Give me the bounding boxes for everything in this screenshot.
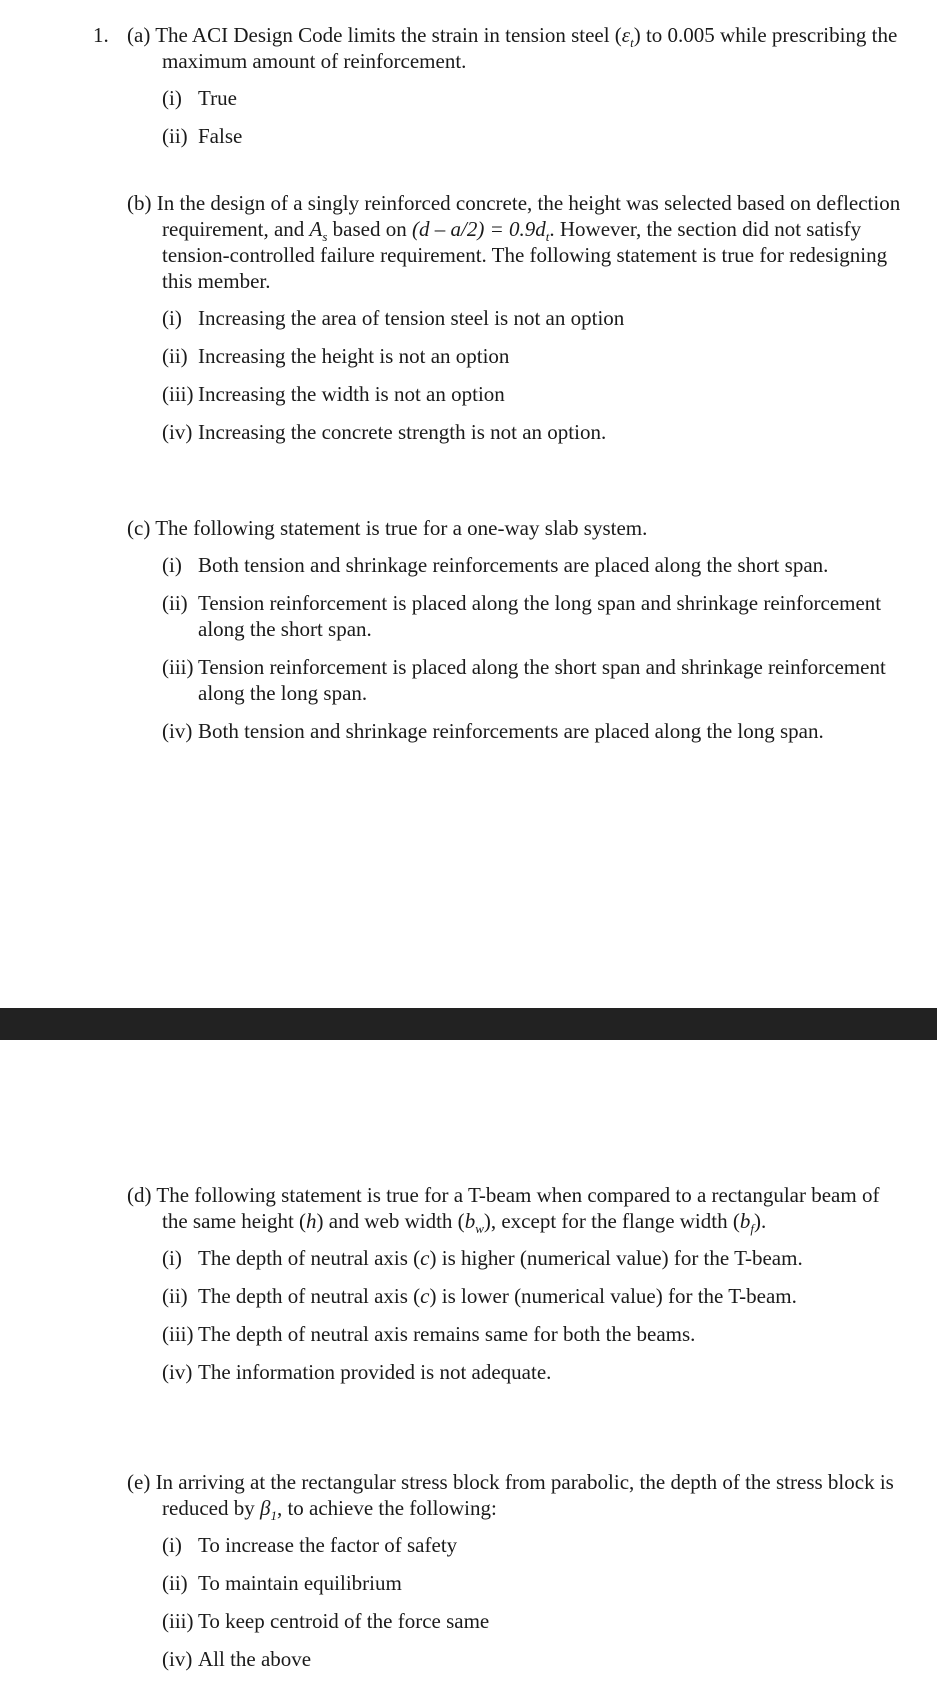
option-text: The depth of neutral axis remains same for both the beams. [198,1322,696,1346]
option-label: (iii) [162,655,194,679]
part-a-stem-text-1: The ACI Design Code limits the strain in tension steel ( [155,23,622,47]
option-label: (iv) [162,1360,193,1384]
option[interactable] [162,419,918,445]
part-d-label: (d) [127,1183,152,1207]
part-a-label: (a) [127,23,151,47]
option[interactable] [162,305,918,331]
option[interactable] [162,1359,918,1385]
option-text: The depth of neutral axis ( [198,1246,421,1270]
epsilon-subscript: t [630,35,634,51]
option-text: To maintain equilibrium [198,1571,402,1595]
option-label: (iv) [162,420,193,444]
part-e-stem [127,1469,907,1524]
option-text: ) is higher (numerical value) for the T-beam. [429,1246,803,1270]
bf-symbol: b [739,1209,751,1233]
bf-subscript: f [750,1221,754,1237]
option-label: (iii) [162,382,194,406]
page-bottom [0,1040,937,1683]
part-b [127,190,907,457]
option-label: (ii) [162,591,188,615]
beta-symbol: β [259,1496,271,1520]
part-d-stem [127,1182,907,1237]
part-d-options [127,1245,907,1385]
part-b-stem-text-1: In the design of a singly reinforced concrete, the height was selected based on deflection requirement, and [156,191,901,241]
option-label: (i) [162,306,182,330]
option-text: To keep centroid of the force same [198,1609,490,1633]
part-a [127,22,907,161]
part-c-options [127,552,907,744]
epsilon-symbol: ε [621,23,631,47]
part-e-options [127,1532,907,1672]
option-label: (i) [162,86,182,110]
option-text: Tension reinforcement is placed along the long span and shrinkage reinforcement along the short span. [198,591,882,641]
option-label: (ii) [162,344,188,368]
option[interactable] [162,552,918,578]
part-d-stem-text-3: ), except for the flange width ( [483,1209,740,1233]
option[interactable] [162,718,937,744]
option-text: Increasing the width is not an option [198,382,505,406]
option-text: Increasing the height is not an option [198,344,510,368]
part-e-stem-text-1: In arriving at the rectangular stress block from parabolic, the depth of the stress block is reduced by [155,1470,894,1520]
part-b-options [127,305,907,445]
part-a-stem-text-2: ) to 0.005 while prescribing the maximum amount of reinforcement. [162,23,898,73]
option[interactable] [162,1608,918,1634]
option-text: To increase the factor of safety [198,1533,458,1557]
part-c-stem-text: The following statement is true for a one-way slab system. [155,516,648,540]
option-text: All the above [198,1647,312,1671]
part-d-stem-text-4: ). [753,1209,767,1233]
bw-subscript: w [475,1221,484,1237]
option-text: The information provided is not adequate. [198,1360,552,1384]
as-symbol: A [309,217,323,241]
option-label: (ii) [162,124,188,148]
question-number: 1. [93,23,109,47]
option[interactable] [162,590,918,642]
part-c-label: (c) [127,516,151,540]
part-e-label: (e) [127,1470,151,1494]
part-d-stem-text-2: ) and web width ( [316,1209,465,1233]
formula-subscript: t [545,229,550,245]
part-e-stem-text-2: , to achieve the following: [276,1496,497,1520]
part-a-options [127,85,907,149]
option-text: The depth of neutral axis ( [198,1284,421,1308]
option[interactable] [162,123,918,149]
option[interactable] [162,343,918,369]
part-b-stem [127,190,907,294]
option-label: (i) [162,1533,182,1557]
option-text: Both tension and shrinkage reinforcements are placed along the long span. [198,719,824,743]
option[interactable] [162,1646,918,1672]
part-d-stem-text-1: The following statement is true for a T-beam when compared to a rectangular beam of the same height ( [156,1183,880,1233]
option-text: Tension reinforcement is placed along the short span and shrinkage reinforcement along the long span. [198,655,886,705]
option[interactable] [162,1532,918,1558]
option-text: ) is lower (numerical value) for the T-beam. [429,1284,797,1308]
option[interactable] [162,1321,918,1347]
option-text: True [198,86,237,110]
option[interactable] [162,1283,918,1309]
option-label: (iv) [162,719,193,743]
part-e [127,1469,907,1684]
c-symbol: c [420,1284,430,1308]
option-label: (iv) [162,1647,193,1671]
option-text: Increasing the concrete strength is not an option. [198,420,607,444]
part-b-stem-text-2: based on [327,217,412,241]
formula: (d – a/2) = 0.9d [412,217,546,241]
beta-subscript: 1 [270,1508,277,1524]
part-c-stem [127,515,907,541]
option[interactable] [162,381,918,407]
option-label: (iii) [162,1609,194,1633]
c-symbol: c [420,1246,430,1270]
as-subscript: s [322,229,328,245]
part-a-stem [127,22,907,74]
option[interactable] [162,654,918,706]
option[interactable] [162,1245,918,1271]
option-label: (iii) [162,1322,194,1346]
option-text: False [198,124,243,148]
page-divider [0,1008,937,1040]
part-b-label: (b) [127,191,152,215]
part-b-stem-text-3: . However, the section did not satisfy tension-controlled failure requirement. The following statement is true for redesigning this member. [162,217,888,293]
part-c [127,515,907,756]
option-label: (ii) [162,1571,188,1595]
part-d [127,1182,907,1397]
option[interactable] [162,85,918,111]
option-label: (i) [162,1246,182,1270]
option-label: (i) [162,553,182,577]
option-text: Increasing the area of tension steel is not an option [198,306,625,330]
bw-symbol: b [464,1209,476,1233]
h-symbol: h [306,1209,317,1233]
option-text: Both tension and shrinkage reinforcements are placed along the short span. [198,553,829,577]
option[interactable] [162,1570,918,1596]
option-label: (ii) [162,1284,188,1308]
